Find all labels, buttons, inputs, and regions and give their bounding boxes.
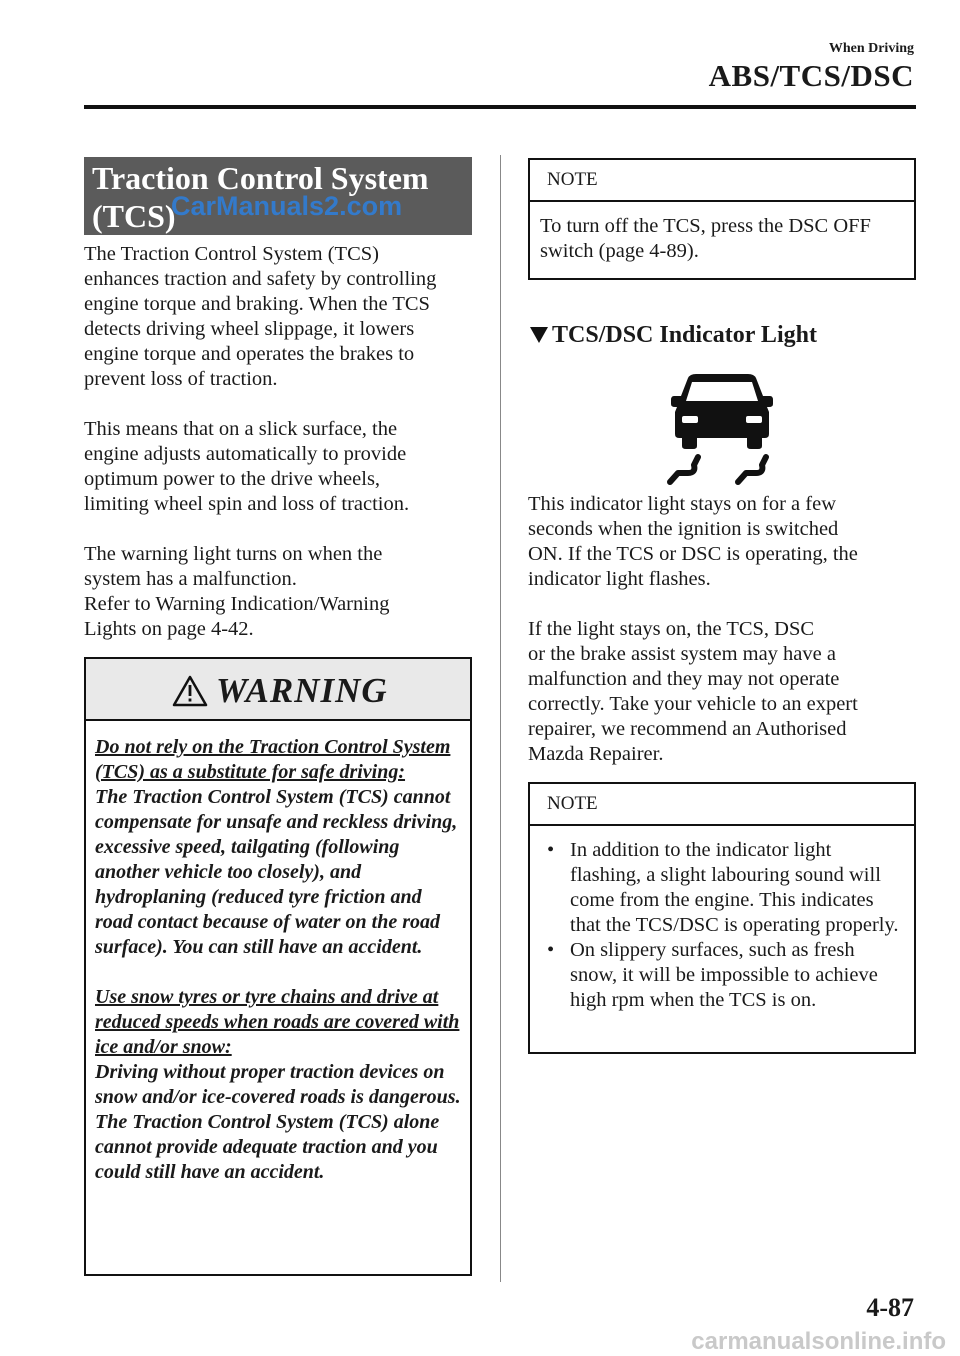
list-item <box>540 938 904 1013</box>
header-title: ABS/TCS/DSC <box>708 58 914 93</box>
watermark-logo: CarManuals2.com <box>171 191 403 221</box>
indicator-heading <box>530 322 817 349</box>
indicator-text <box>528 492 916 767</box>
tcs-slick-surface-paragraph: This means that on a slick surface, the engine adjusts automatically to provide optimum power to the drive wheels, limiting wheel spin and loss of traction. <box>84 418 410 515</box>
indicator-paragraph-2: If the light stays on, the TCS, DSC or the brake assist system may have a malfunction and they may not operate correctly. Take your vehicle to an expert repairer, we recommend an Authorised Mazda Repairer. <box>528 618 858 765</box>
note-bullet-list <box>540 838 904 1013</box>
page-number: 4-87 <box>866 1293 914 1322</box>
list-item-text: On slippery surfaces, such as fresh snow, it will be impossible to achieve high rpm when the TCS is on. <box>570 939 878 1011</box>
warning-item-1 <box>95 735 462 960</box>
note-label: NOTE <box>530 160 914 202</box>
bullet-icon: • <box>547 839 555 861</box>
indicator-paragraph-1: This indicator light stays on for a few seconds when the ignition is switched ON. If the TCS or DSC is operating, the indicator light flashes. <box>528 493 858 590</box>
footer-watermark-url: carmanualsonline.info <box>691 1328 946 1355</box>
warning-title: WARNING <box>216 671 388 710</box>
tcs-intro-paragraph: The Traction Control System (TCS) enhances traction and safety by controlling engine torque and braking. When the TCS detects driving wheel slippage, it lowers engine torque and operates the brakes to prevent loss of traction. <box>84 243 437 390</box>
header-rule <box>84 105 916 109</box>
warning-item-1-lead: Do not rely on the Traction Control System (TCS) as a substitute for safe driving: <box>95 736 451 783</box>
note-box-tcs-off <box>528 158 916 280</box>
bullet-icon: • <box>547 939 555 961</box>
warning-item-2-lead: Use snow tyres or tyre chains and drive at reduced speeds when roads are covered with ice and/or snow: <box>95 986 460 1058</box>
warning-box <box>84 657 472 1276</box>
left-column <box>84 157 472 642</box>
column-divider <box>500 155 501 1282</box>
tcs-warning-light-paragraph: The warning light turns on when the system has a malfunction. Refer to Warning Indication/Warning Lights on page 4-42. <box>84 543 390 640</box>
list-item-text: In addition to the indicator light flashing, a slight labouring sound will come from the engine. This indicates that the TCS/DSC is operating properly. <box>570 839 899 936</box>
header-section-label: When Driving <box>828 41 914 56</box>
warning-body <box>86 721 470 1185</box>
list-item <box>540 838 904 938</box>
warning-header <box>86 659 470 721</box>
warning-item-2 <box>95 985 462 1185</box>
section-heading <box>84 157 472 235</box>
warning-triangle-icon <box>172 675 208 707</box>
skid-car-icon <box>666 370 778 488</box>
warning-item-2-body: Driving without proper traction devices on snow and/or ice-covered roads is dangerous. The Traction Control System (TCS) alone cannot provide adequate traction and you could still have an accident. <box>95 1061 461 1183</box>
indicator-heading-text: TCS/DSC Indicator Light <box>552 322 817 348</box>
note-body <box>530 826 914 1023</box>
note-label: NOTE <box>530 784 914 826</box>
section-marker-icon <box>530 327 548 343</box>
warning-item-1-body: The Traction Control System (TCS) cannot compensate for unsafe and reckless driving, excessive speed, tailgating (following another vehicle too closely), and hydroplaning (reduced tyre friction and road contact because of water on the road surface). You can still have an accident. <box>95 786 458 958</box>
section-heading-line2: (TCS) <box>92 198 176 234</box>
note-box-indicator <box>528 782 916 1054</box>
section-heading-line1: Traction Control System <box>92 160 429 196</box>
note-text: To turn off the TCS, press the DSC OFF switch (page 4-89). <box>540 215 871 262</box>
